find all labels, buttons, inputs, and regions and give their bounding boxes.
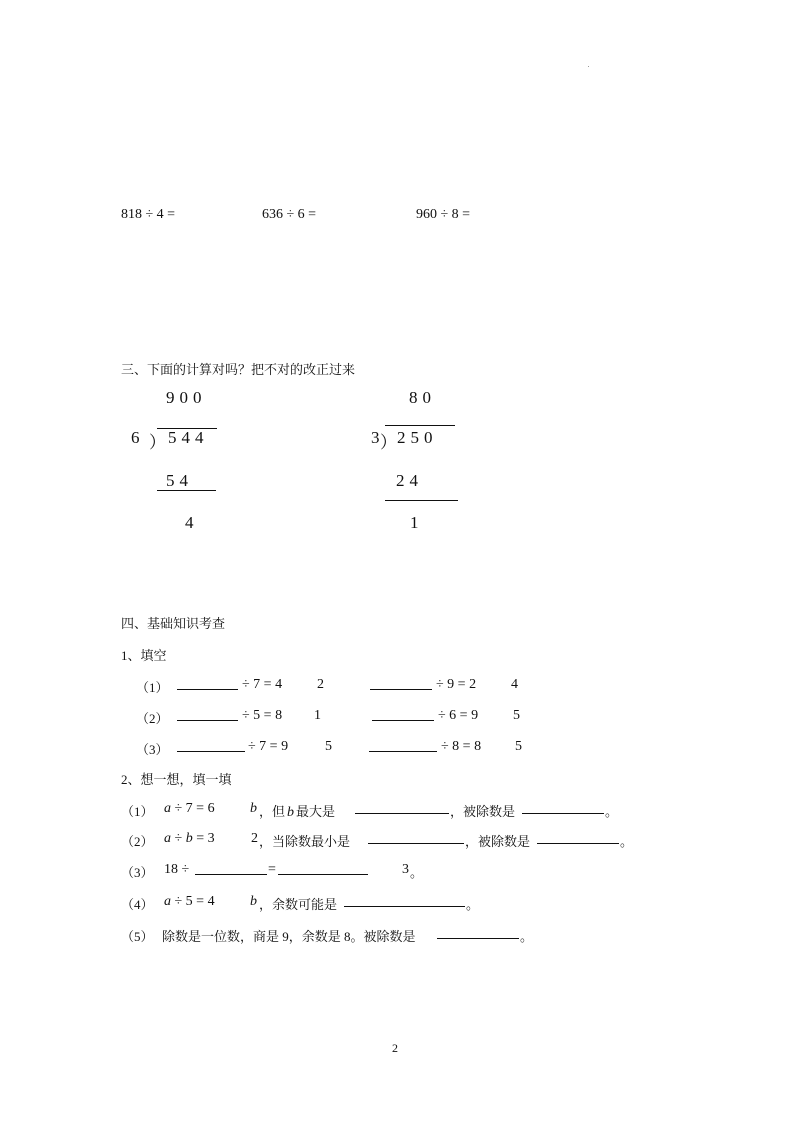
q2-row3-rem: 3 <box>402 862 409 877</box>
q2-row2-eq: = 3 <box>192 831 215 846</box>
q2-row4-expr <box>164 894 215 910</box>
q2-row5-t1: 除数是一位数，商是 9，余数是 8。被除数是 <box>162 929 416 944</box>
q2-row5-end: 。 <box>520 929 534 944</box>
q1-title: 1、填空 <box>121 648 167 663</box>
q1-row3-num: （3） <box>136 742 169 757</box>
q1-row2-expr-b: ÷ 6 = 9 <box>438 708 479 723</box>
q2-row2-t2: ，被除数是 <box>465 834 531 849</box>
p2-sub-line <box>385 500 458 501</box>
p2-dividend: 250 <box>397 428 438 447</box>
q2-row1-blank-1[interactable] <box>355 801 449 814</box>
p2-bracket-line <box>385 425 455 426</box>
q1-row1-num: （1） <box>136 680 169 695</box>
q1-row3-expr-a: ÷ 7 = 9 <box>248 739 289 754</box>
q2-row1-var-b: b <box>250 801 257 816</box>
p2-quotient: 80 <box>409 388 436 407</box>
q2-title: 2、想一想，填一填 <box>121 772 232 787</box>
q2-row2-end: 。 <box>620 834 634 849</box>
q2-row4-var-a: a <box>164 894 171 909</box>
p1-remainder: 4 <box>185 513 199 532</box>
q2-row5-num: （5） <box>121 929 154 944</box>
q2-row4-expr-rest: ÷ 5 = 4 <box>171 894 215 909</box>
q2-row2-num: （2） <box>121 834 154 849</box>
p1-bracket: ） <box>149 433 166 452</box>
p2-bracket: ） <box>380 433 397 452</box>
section-3-title: 三、下面的计算对吗？把不对的改正过来 <box>121 362 356 377</box>
q2-row1-t2: 最大是 <box>296 804 336 819</box>
section-4-title: 四、基础知识考查 <box>121 616 226 631</box>
calc-1: 818 ÷ 4 = <box>121 207 176 222</box>
q1-row1-blank-a[interactable] <box>177 677 238 690</box>
q1-row3-expr-b: ÷ 8 = 8 <box>441 739 482 754</box>
q2-row2-div: ÷ <box>171 831 186 846</box>
p1-product: 54 <box>166 471 193 490</box>
q2-row2-var-a: a <box>164 831 171 846</box>
q2-row5-blank[interactable] <box>437 926 519 939</box>
q1-row1-rem-a: 2 <box>317 677 324 692</box>
p1-divisor: 6 <box>131 428 145 447</box>
q2-row1-t3: ，被除数是 <box>450 804 516 819</box>
q2-row1-expr <box>164 801 215 817</box>
q2-row3-expr: 18 ÷ <box>164 862 190 877</box>
calc-2: 636 ÷ 6 = <box>262 207 317 222</box>
q1-row2-rem-b: 5 <box>513 708 520 723</box>
q2-row1-num: （1） <box>121 804 154 819</box>
p1-quotient: 900 <box>166 388 207 407</box>
q2-row4-blank[interactable] <box>344 894 465 907</box>
q1-row1-rem-b: 4 <box>511 677 518 692</box>
page-number: 2 <box>392 1041 398 1055</box>
p2-divisor: 3 <box>371 428 380 447</box>
q2-row1-blank-2[interactable] <box>522 801 604 814</box>
q2-row3-eq: = <box>268 862 276 877</box>
q1-row2-rem-a: 1 <box>314 708 321 723</box>
q1-row3-rem-b: 5 <box>515 739 522 754</box>
p1-dividend: 544 <box>168 428 209 447</box>
q1-row2-expr-a: ÷ 5 = 8 <box>242 708 283 723</box>
q1-row2-blank-a[interactable] <box>177 708 238 721</box>
q2-row2-var-b: b <box>185 831 193 846</box>
q2-row4-var-b: b <box>250 894 257 909</box>
q1-row2-blank-b[interactable] <box>372 708 434 721</box>
q1-row1-blank-b[interactable] <box>370 677 432 690</box>
q2-row1-expr-rest: ÷ 7 = 6 <box>171 801 215 816</box>
calc-3: 960 ÷ 8 = <box>416 207 471 222</box>
q1-row3-blank-b[interactable] <box>369 739 437 752</box>
q2-row4-t1: ，余数可能是 <box>259 897 338 912</box>
q2-row1-text <box>259 801 335 821</box>
p2-remainder: 1 <box>410 513 424 532</box>
q1-row3-blank-a[interactable] <box>177 739 245 752</box>
q1-row2-num: （2） <box>136 711 169 726</box>
stray-dot <box>588 66 589 67</box>
q2-row2-rem: 2 <box>251 831 258 846</box>
q2-row1-var-b2: b <box>287 805 295 820</box>
q1-row3-rem-a: 5 <box>325 739 332 754</box>
q1-row1-expr-b: ÷ 9 = 2 <box>436 677 477 692</box>
q2-row4-num: （4） <box>121 897 154 912</box>
q2-row4-end: 。 <box>466 897 480 912</box>
q2-row3-num: （3） <box>121 865 154 880</box>
q2-row2-expr <box>164 831 215 847</box>
q2-row3-end: 。 <box>410 865 424 880</box>
p1-sub-line <box>157 490 216 491</box>
q2-row3-blank-1[interactable] <box>195 862 267 875</box>
q2-row3-blank-2[interactable] <box>278 862 368 875</box>
q2-row1-t1: ，但 <box>259 804 286 819</box>
q2-row2-blank-2[interactable] <box>537 831 619 844</box>
q2-row1-var-a: a <box>164 801 171 816</box>
p2-product: 24 <box>396 471 423 490</box>
q2-row2-t1: ，当除数最小是 <box>259 834 351 849</box>
q2-row1-end: 。 <box>605 804 619 819</box>
q1-row1-expr-a: ÷ 7 = 4 <box>242 677 283 692</box>
q2-row2-blank-1[interactable] <box>368 831 464 844</box>
